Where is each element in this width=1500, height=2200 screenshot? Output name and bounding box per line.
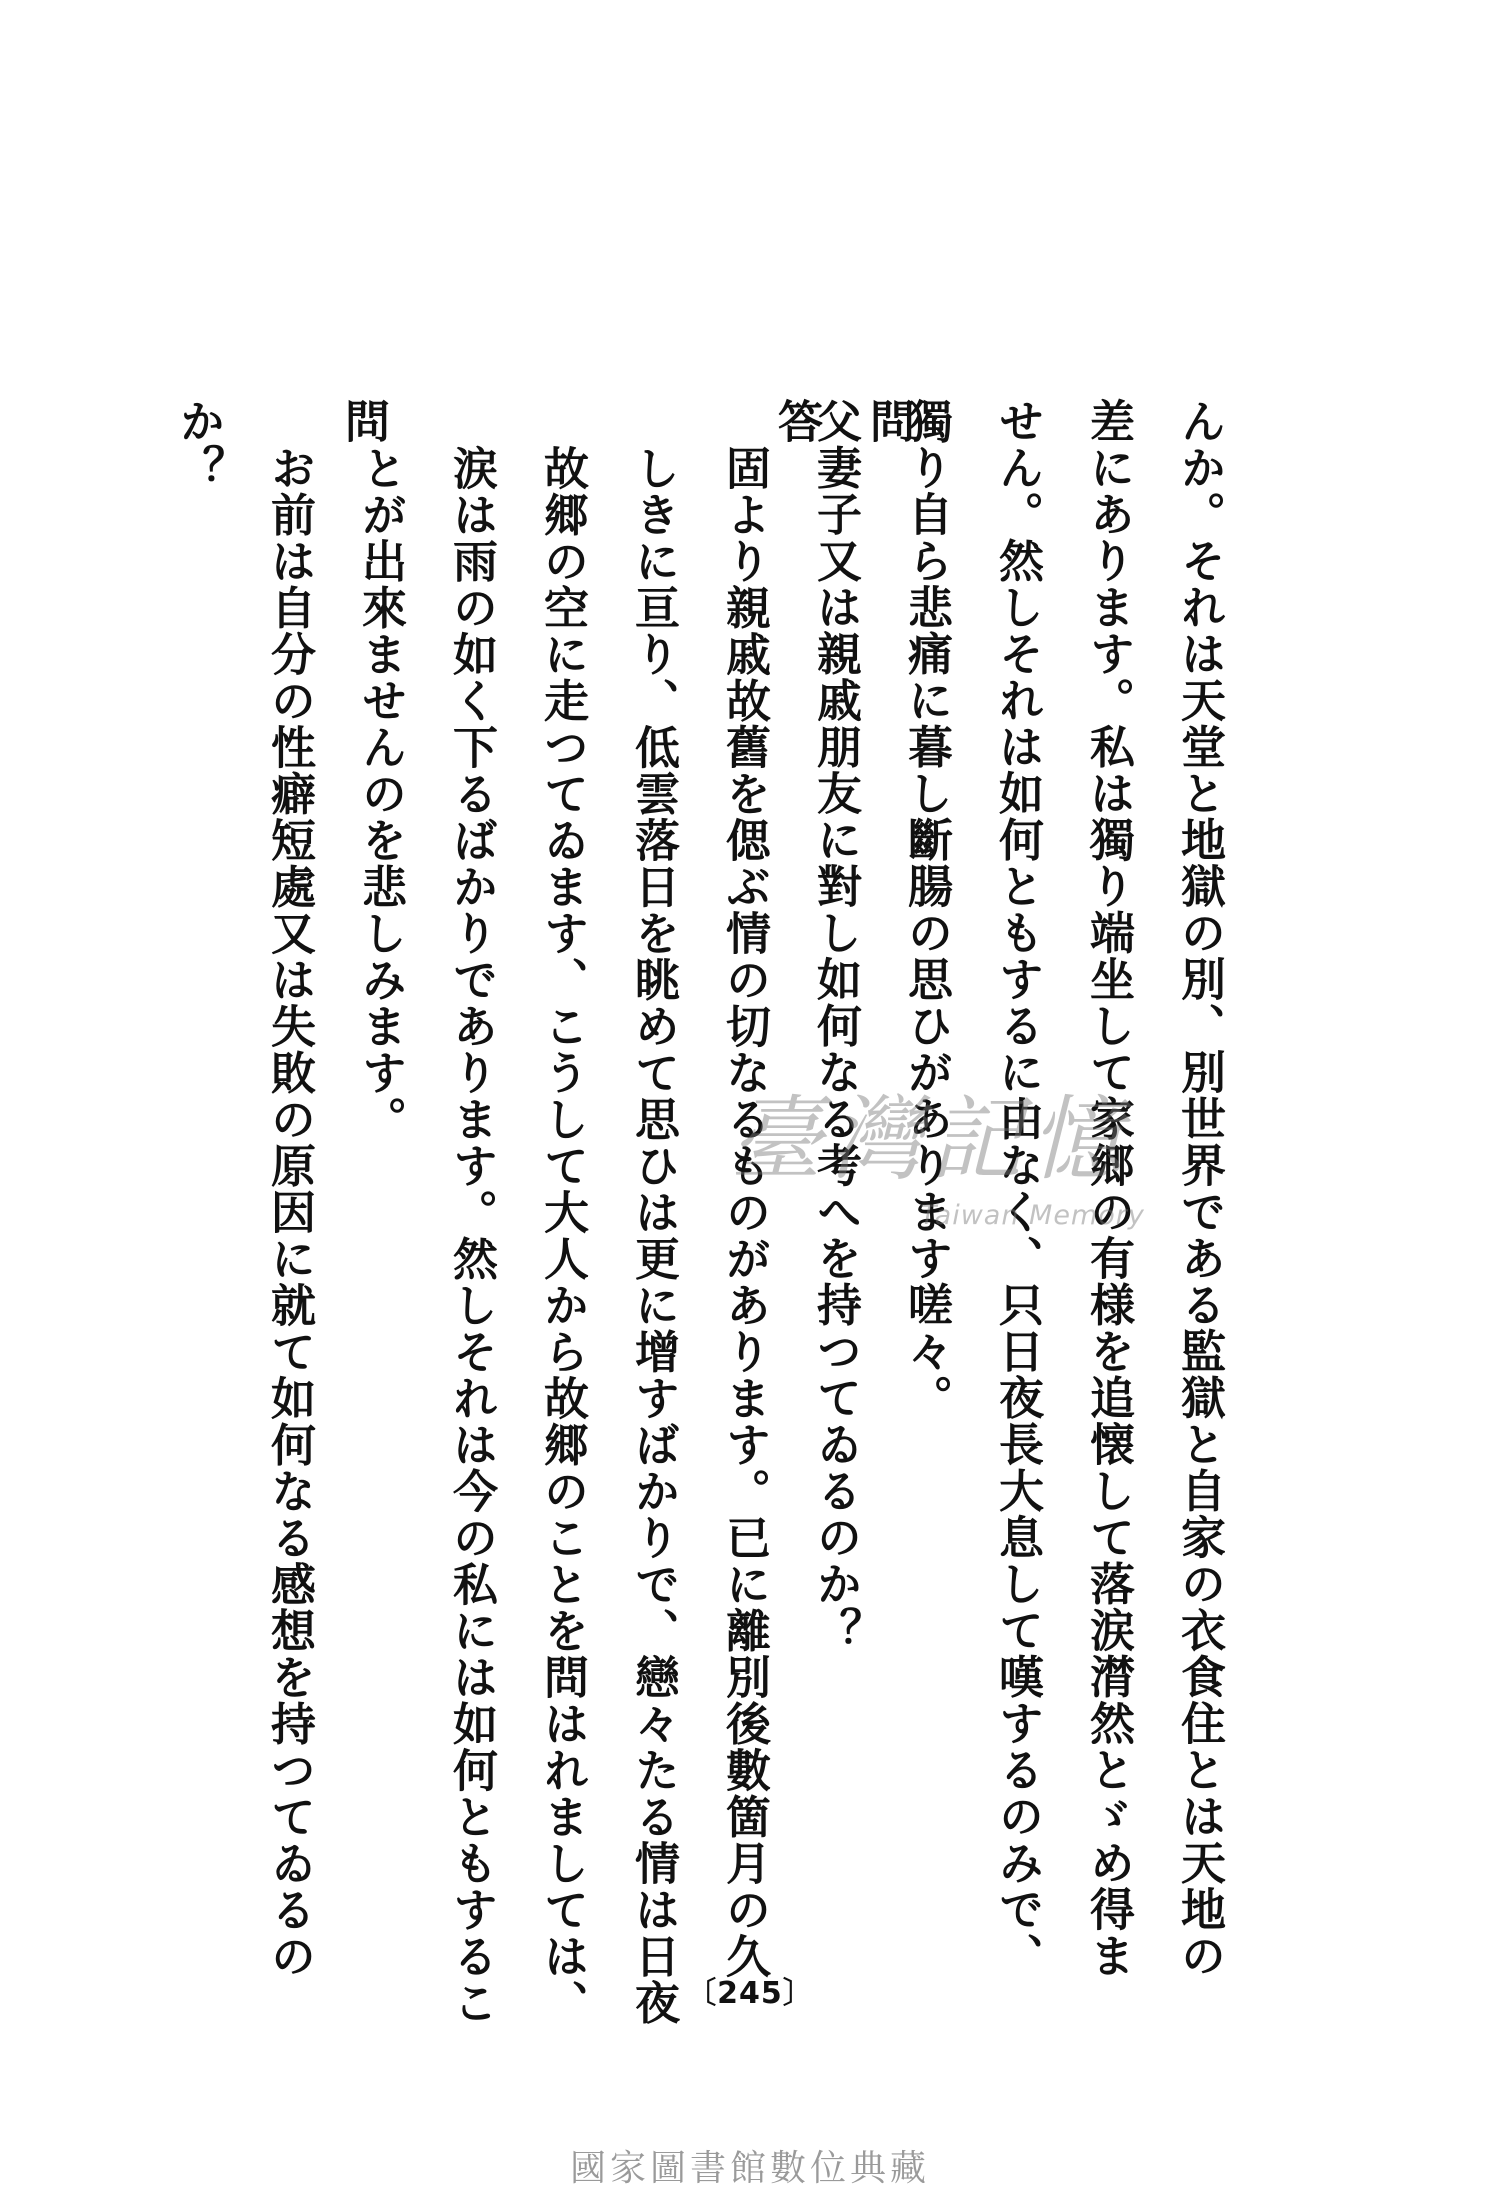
text-column: か？ <box>172 398 225 491</box>
text-column: お前は自分の性癖短處又は失敗の原因に就て如何なる感想を持つてゐるの <box>263 445 316 1980</box>
watermark-latin: Taiwan Memory <box>920 1200 1145 1231</box>
text-column: とが出來ませんのを悲しみます。 <box>354 445 407 1143</box>
text-column: 固より親戚故舊を偲ぶ情の切なるものがあります。已に離別後數箇月の久 <box>718 445 771 1980</box>
text-column: 差にあります。私は獨り端坐して家郷の有様を追懐して落涙潸然とゞめ得ま <box>1082 398 1135 1979</box>
text-column: んか。それは天堂と地獄の別、別世界である監獄と自家の衣食住とは天地の <box>1173 398 1226 1979</box>
question-marker-2: 問 <box>337 398 390 443</box>
footer-credit: 國家圖書館數位典藏 <box>569 2148 930 2189</box>
watermark-chars: 臺灣記憶 <box>730 1086 1131 1193</box>
text-column: せん。然しそれは如何ともするに由なく、只日夜長大息して嘆するのみで、 <box>991 398 1044 1979</box>
text-column: 父妻子又は親戚朋友に對し如何なる考へを持つてゐるのか？ <box>809 398 862 1654</box>
question-marker-1: 問 <box>862 398 915 443</box>
page-number: 〔245〕 <box>686 1976 814 2011</box>
text-column: 獨り自ら悲痛に暮し斷腸の思ひがあります嗟々。 <box>900 398 953 1421</box>
text-column: 故郷の空に走つてゐます、こうして大人から故郷のことを問はれましては、 <box>536 445 589 2026</box>
text-column: 涙は雨の如く下るばかりであります。然しそれは今の私には如何ともするこ <box>445 445 498 2026</box>
text-column: しきに亘り、低雲落日を眺めて思ひは更に增すばかりで、戀々たる情は日夜 <box>627 445 680 2026</box>
answer-marker-1: 答 <box>770 398 823 443</box>
